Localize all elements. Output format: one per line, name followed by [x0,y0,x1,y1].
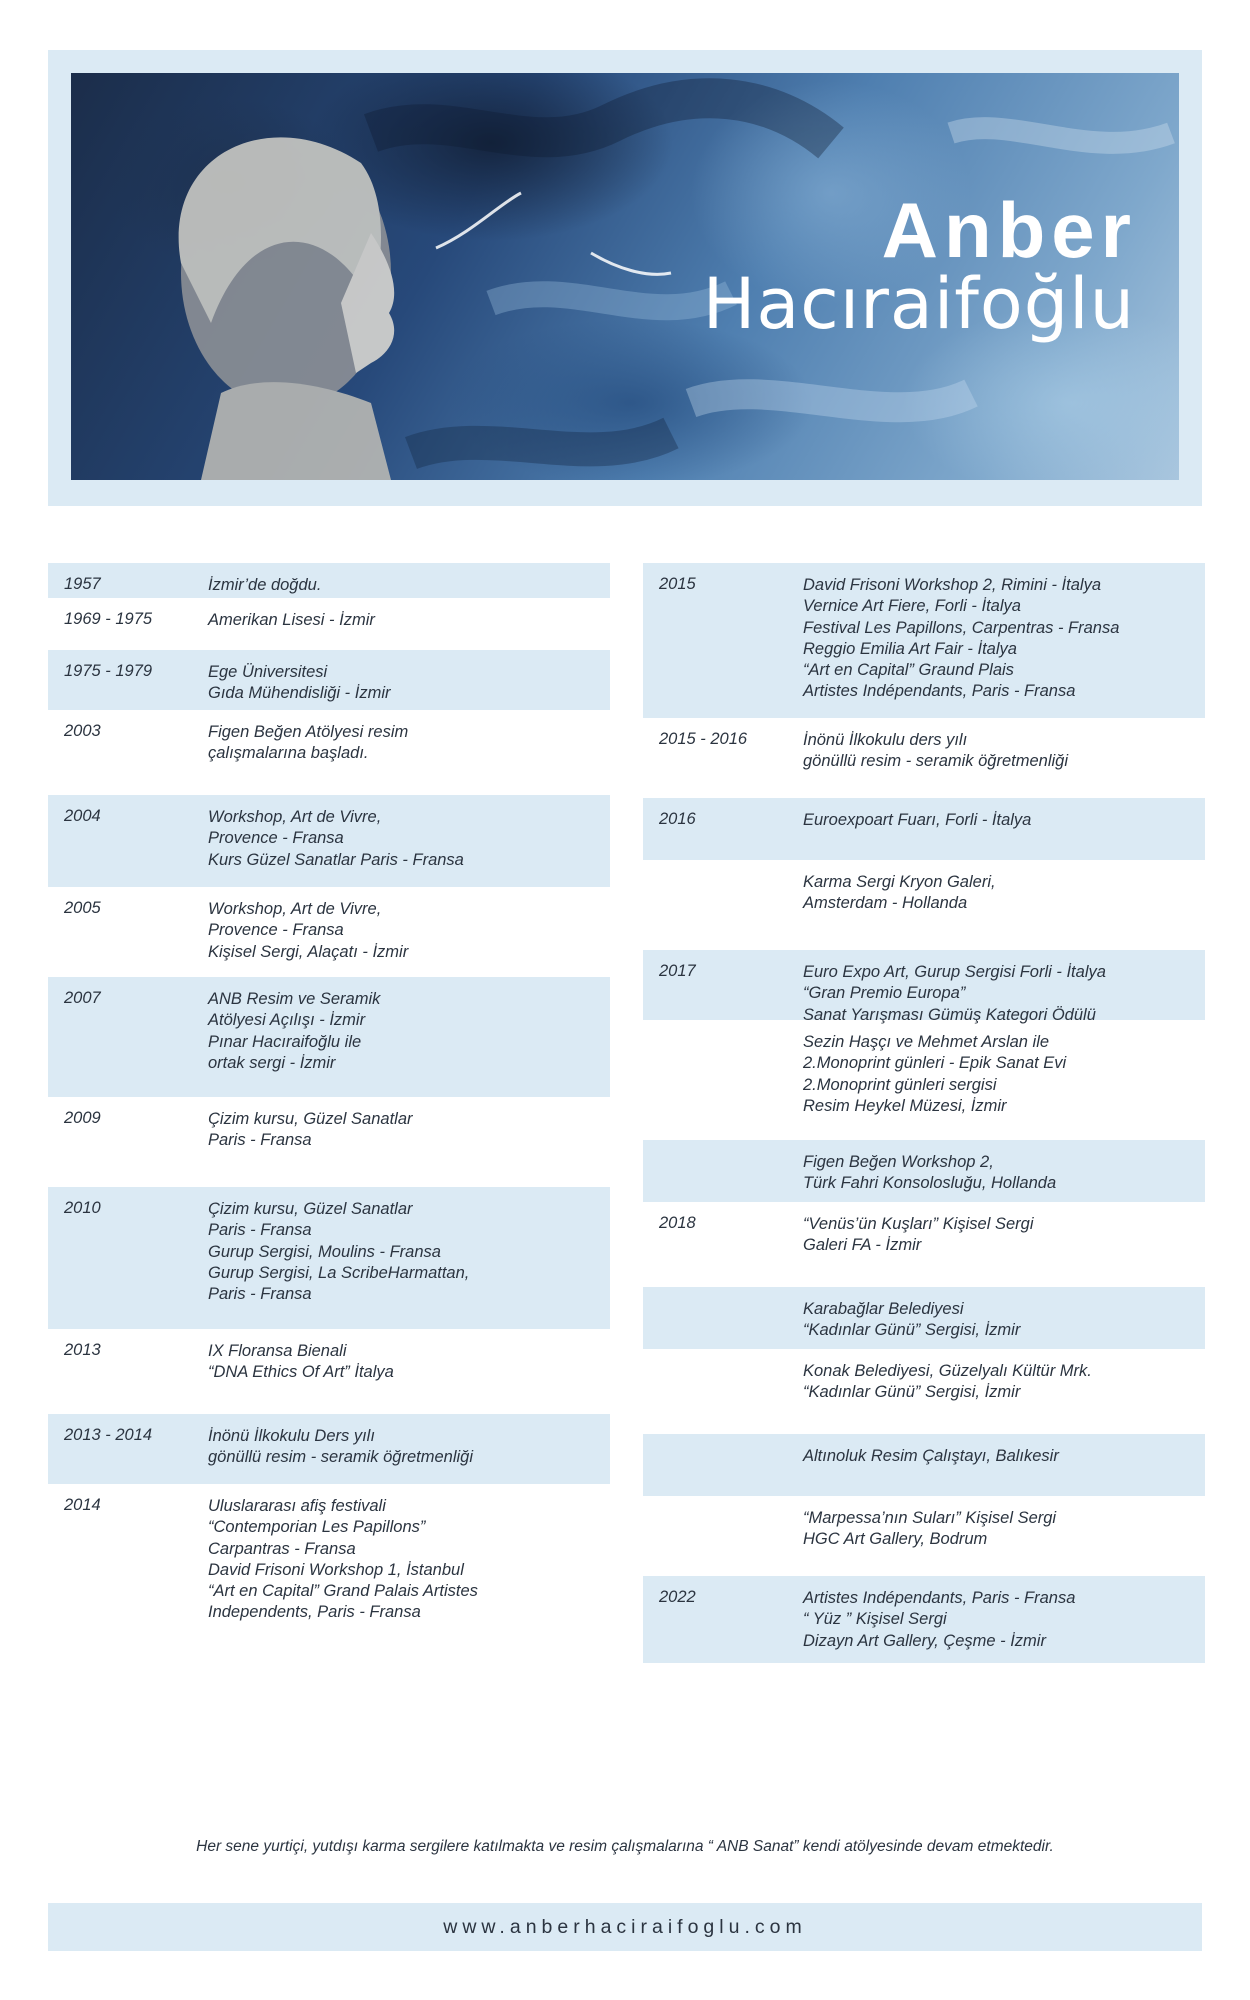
timeline-entry-line: “Marpessa’nın Suları” Kişisel Sergi [803,1509,1057,1527]
timeline-row [643,1434,1205,1496]
timeline-entry [208,1496,478,1624]
timeline-entry-line: Gurup Sergisi, La ScribeHarmattan, [208,1263,470,1282]
timeline-entry [208,610,375,631]
website-link[interactable]: www.anberhaciraifoglu.com [443,1916,807,1938]
timeline-entry [803,810,1031,831]
timeline-entry-line: Atölyesi Açılışı - İzmir [208,1011,366,1030]
timeline-row [643,950,1205,1024]
timeline-entry-line: Uluslararası afiş festivali [208,1497,386,1515]
timeline-entry-line: 2.Monoprint günleri - Epik Sanat Evi [803,1054,1067,1073]
timeline-entry [803,872,996,915]
timeline-row [643,798,1205,860]
timeline-entry-line: Konak Belediyesi, Güzelyalı Kültür Mrk. [803,1362,1092,1380]
timeline-entry-line: Euro Expo Art, Gurup Sergisi Forli - İtalya [803,963,1106,981]
timeline-entry-line: İnönü İlkokulu ders yılı [803,731,968,749]
timeline-entry-line: Türk Fahri Konsolosluğu, Hollanda [803,1174,1057,1193]
timeline-year: 2014 [64,1496,101,1514]
timeline-entry-line: Independents, Paris - Fransa [208,1603,421,1622]
header-banner [71,73,1179,480]
timeline-entry [208,1341,394,1384]
timeline-year: 2017 [659,962,696,980]
timeline-entry [208,662,390,705]
timeline-entry-line: David Frisoni Workshop 1, İstanbul [208,1560,464,1579]
timeline-entry [208,1199,469,1305]
timeline-entry [803,575,1119,703]
timeline-entry-line: Dizayn Art Gallery, Çeşme - İzmir [803,1631,1046,1650]
timeline-entry-line: IX Floransa Bienali [208,1342,347,1360]
timeline-entry [803,1299,1020,1342]
timeline-entry [803,1588,1075,1652]
timeline-entry-line: Carpantras - Fransa [208,1539,356,1558]
timeline-entry-line: Kurs Güzel Sanatlar Paris - Fransa [208,850,464,869]
timeline-entry-line: “Art en Capital” Grand Palais Artistes [208,1582,478,1601]
timeline-year: 2004 [64,807,101,825]
timeline-year: 2010 [64,1199,101,1217]
timeline-entry-line: Reggio Emilia Art Fair - İtalya [803,639,1017,658]
timeline-year: 2005 [64,899,101,917]
timeline-year: 1957 [64,575,101,593]
timeline-entry-line: “ Yüz ” Kişisel Sergi [803,1610,947,1629]
timeline-year: 1969 - 1975 [64,610,153,628]
timeline-row [643,563,1205,718]
timeline-entry-line: Karma Sergi Kryon Galeri, [803,873,996,891]
timeline-entry-line: “Gran Premio Europa” [803,984,966,1003]
timeline-entry [803,1214,1033,1257]
timeline-entry-line: İzmir’de doğdu. [208,576,322,594]
timeline-entry [208,722,408,765]
timeline-entry-line: Provence - Fransa [208,829,344,848]
timeline-entry [803,730,1068,773]
timeline-year: 2003 [64,722,101,740]
timeline-entry-line: Amsterdam - Hollanda [803,894,968,913]
timeline-row [48,1329,610,1414]
timeline-row [643,860,1205,950]
timeline-entry-line: Figen Beğen Atölyesi resim [208,723,409,741]
timeline-year: 1975 - 1979 [64,662,153,680]
timeline-year: 2013 [64,1341,101,1359]
timeline-row [48,1484,610,1644]
timeline-row [48,795,610,887]
timeline-entry-line: Paris - Fransa [208,1285,312,1304]
timeline-year: 2015 [659,575,696,593]
timeline-row [48,977,610,1097]
timeline-entry-line: Workshop, Art de Vivre, [208,808,382,826]
timeline-row [48,598,610,650]
timeline-row [643,1496,1205,1576]
timeline-entry-line: gönüllü resim - seramik öğretmenliği [803,752,1069,771]
timeline-entry [803,1361,1092,1404]
timeline-entry [208,989,380,1074]
timeline-entry-line: Sezin Haşçı ve Mehmet Arslan ile [803,1033,1050,1051]
timeline-entry-line: “Venüs’ün Kuşları” Kişisel Sergi [803,1215,1034,1233]
timeline-entry-line: “DNA Ethics Of Art” İtalya [208,1363,394,1382]
timeline-entry [803,1446,1059,1467]
timeline-entry-line: Paris - Fransa [208,1221,312,1240]
timeline-entry-line: Paris - Fransa [208,1131,312,1150]
timeline-entry-line: “Kadınlar Günü” Sergisi, İzmir [803,1321,1021,1340]
timeline-row [48,650,610,710]
timeline-year: 2016 [659,810,696,828]
timeline-row [643,1287,1205,1349]
timeline-row [48,710,610,795]
timeline-entry-line: Resim Heykel Müzesi, İzmir [803,1096,1007,1115]
timeline-year: 2013 - 2014 [64,1426,153,1444]
timeline-entry [208,575,321,596]
portrait-silhouette [179,137,395,480]
timeline-entry-line: Euroexpoart Fuarı, Forli - İtalya [803,811,1032,829]
timeline-entry [803,1508,1056,1551]
timeline-row [48,1097,610,1187]
timeline-entry-line: HGC Art Gallery, Bodrum [803,1530,988,1549]
timeline-entry-line: Amerikan Lisesi - İzmir [208,611,375,629]
timeline-entry [208,1109,413,1152]
timeline-entry-line: Artistes Indépendants, Paris - Fransa [803,682,1076,701]
timeline-row [643,1140,1205,1202]
timeline-entry-line: Gıda Mühendisliği - İzmir [208,684,391,703]
timeline-entry-line: Figen Beğen Workshop 2, [803,1153,994,1171]
footer-bar [48,1903,1202,1951]
timeline-entry-line: Artistes Indépendants, Paris - Fransa [803,1589,1076,1607]
timeline-entry [803,1152,1056,1195]
timeline-entry-line: “Kadınlar Günü” Sergisi, İzmir [803,1383,1021,1402]
timeline-entry [803,962,1106,1026]
timeline-entry-line: Altınoluk Resim Çalıştayı, Balıkesir [803,1447,1059,1465]
timeline-entry-line: Karabağlar Belediyesi [803,1300,964,1318]
timeline-entry-line: Galeri FA - İzmir [803,1236,922,1255]
timeline-entry-line: ortak sergi - İzmir [208,1053,336,1072]
timeline-year: 2007 [64,989,101,1007]
timeline-entry-line: Workshop, Art de Vivre, [208,900,382,918]
timeline-entry-line: ANB Resim ve Seramik [208,990,381,1008]
timeline-year: 2009 [64,1109,101,1127]
timeline-entry-line: Provence - Fransa [208,921,344,940]
timeline-row [643,1576,1205,1663]
timeline-year: 2015 - 2016 [659,730,748,748]
timeline-row [643,1020,1205,1140]
timeline-entry-line: Vernice Art Fiere, Forli - İtalya [803,597,1021,616]
timeline-entry-line: Çizim kursu, Güzel Sanatlar [208,1110,413,1128]
timeline-entry-line: Ege Üniversitesi [208,663,328,681]
timeline-entry [803,1032,1066,1117]
timeline-entry-line: gönüllü resim - seramik öğretmenliği [208,1448,474,1467]
timeline-entry-line: Çizim kursu, Güzel Sanatlar [208,1200,413,1218]
timeline-entry-line: Sanat Yarışması Gümüş Kategori Ödülü [803,1005,1096,1024]
timeline-entry-line: “Contemporian Les Papillons” [208,1518,426,1537]
timeline-year: 2022 [659,1588,696,1606]
timeline-row [48,1187,610,1329]
timeline-year: 2018 [659,1214,696,1232]
artist-first-name: Anber [881,186,1137,274]
timeline-entry-line: Gurup Sergisi, Moulins - Fransa [208,1242,441,1261]
timeline-entry-line: Pınar Hacıraifoğlu ile [208,1032,362,1051]
timeline-entry [208,1426,473,1469]
timeline-entry-line: İnönü İlkokulu Ders yılı [208,1427,375,1445]
timeline-entry-line: Kişisel Sergi, Alaçatı - İzmir [208,942,409,961]
timeline-row [48,1414,610,1484]
bird-strokes [436,193,671,274]
timeline-row [48,563,610,598]
header-banner-frame [48,50,1202,506]
timeline-row [643,1202,1205,1287]
closing-note: Her sene yurtiçi, yutdışı karma sergilere katılmakta ve resim çalışmalarına “ ANB Sanat” kendi atölyesinde devam etmektedir. [196,1838,1054,1855]
timeline-entry-line: David Frisoni Workshop 2, Rimini - İtalya [803,576,1101,594]
timeline-row [643,1349,1205,1434]
timeline-entry-line: 2.Monoprint günleri sergisi [803,1075,997,1094]
timeline-row [48,887,610,977]
timeline-entry [208,807,464,871]
timeline-entry-line: çalışmalarına başladı. [208,744,369,763]
artist-last-name: Hacıraifoğlu [702,263,1135,345]
timeline-row [643,718,1205,798]
timeline-entry [208,899,408,963]
timeline-entry-line: “Art en Capital” Graund Plais [803,661,1014,680]
timeline-entry-line: Festival Les Papillons, Carpentras - Fransa [803,618,1120,637]
